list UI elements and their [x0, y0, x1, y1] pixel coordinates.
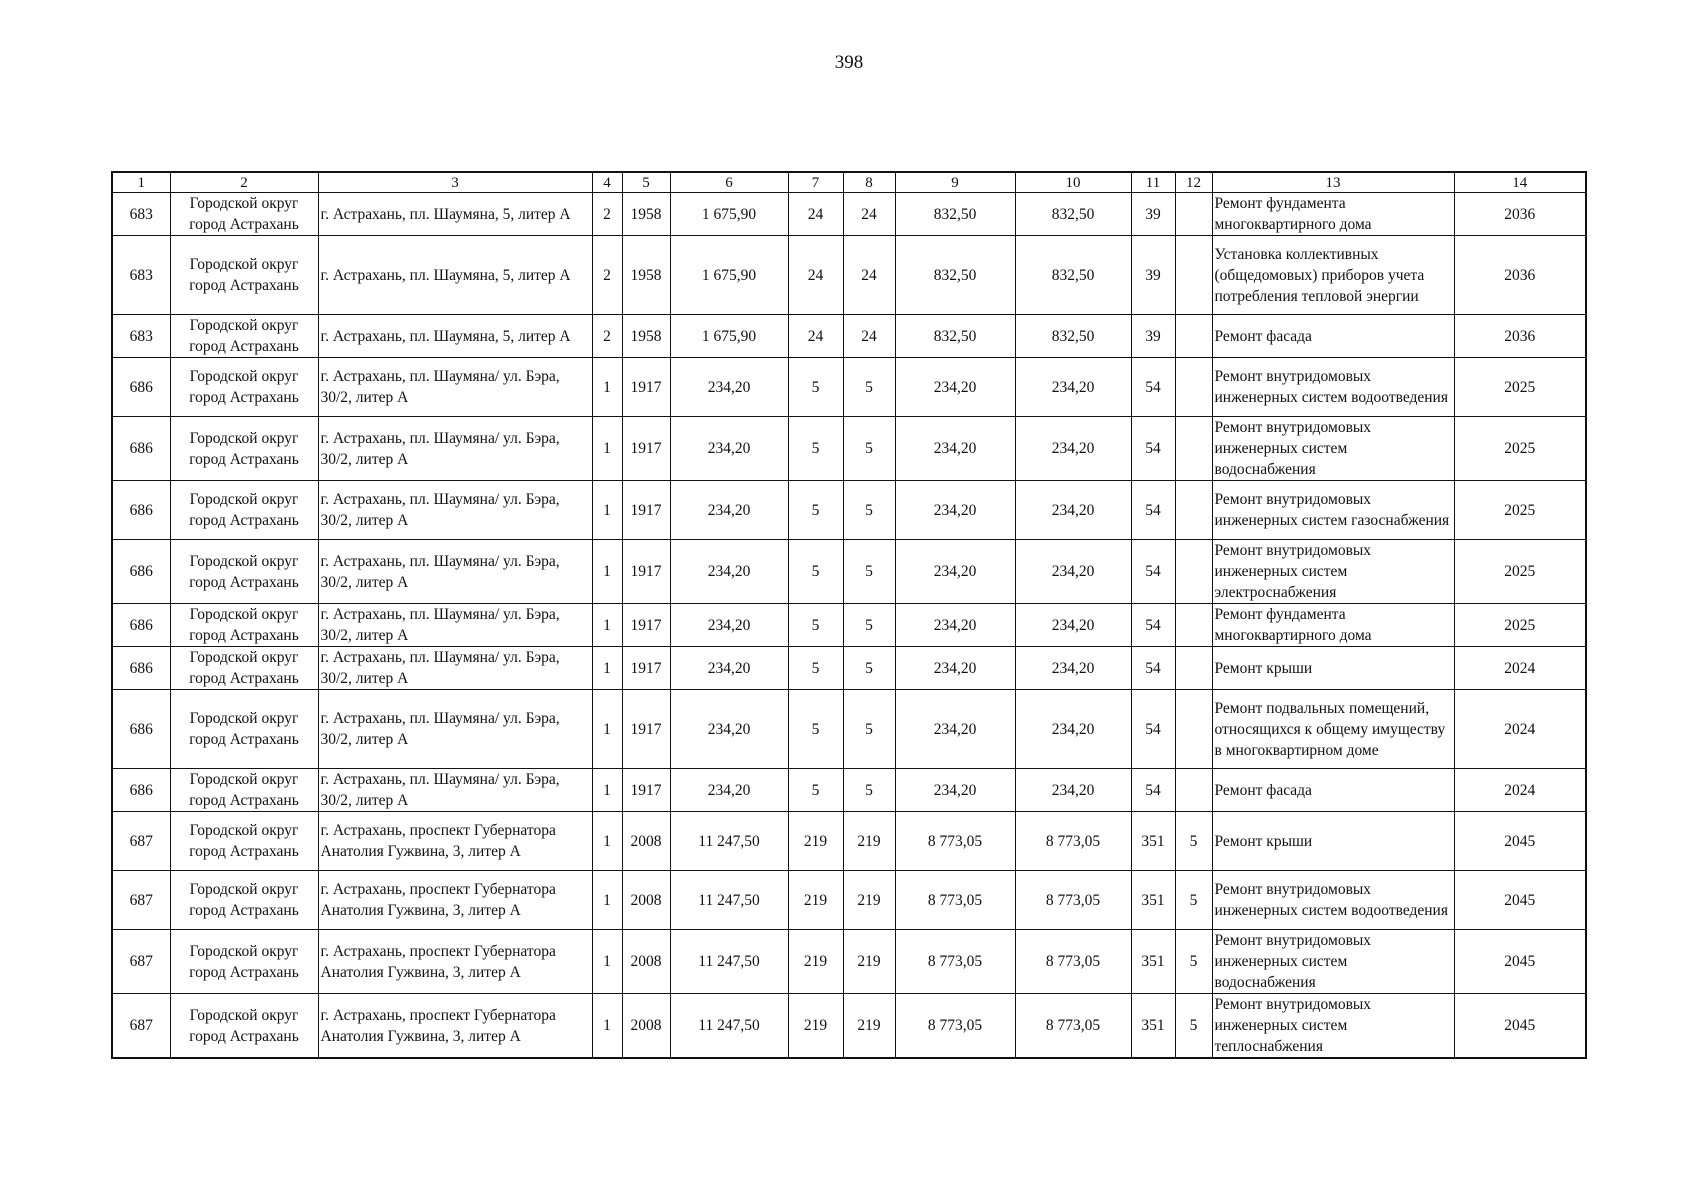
address-cell: г. Астрахань, пл. Шаумяна/ ул. Бэра, 30/2, литер А	[318, 481, 592, 540]
col-7-cell: 219	[788, 812, 843, 871]
col-4-cell: 1	[592, 647, 622, 690]
address-cell: г. Астрахань, пл. Шаумяна/ ул. Бэра, 30/2, литер А	[318, 647, 592, 690]
col-12-cell	[1175, 604, 1212, 647]
col-12-cell	[1175, 236, 1212, 315]
work-type-cell: Ремонт внутридомовых инженерных систем водоотведения	[1212, 358, 1454, 417]
area-cell-9: 234,20	[895, 481, 1015, 540]
area-cell-9: 234,20	[895, 604, 1015, 647]
area-cell-9: 234,20	[895, 690, 1015, 769]
table-row	[112, 358, 1586, 417]
work-type-cell: Ремонт фасада	[1212, 769, 1454, 812]
col-7-cell: 5	[788, 540, 843, 604]
col-7-cell: 24	[788, 236, 843, 315]
col-11-cell: 54	[1131, 481, 1175, 540]
col-12-cell	[1175, 315, 1212, 358]
total-area-cell: 11 247,50	[670, 994, 788, 1059]
area-cell-9: 832,50	[895, 236, 1015, 315]
table-row	[112, 540, 1586, 604]
column-header-12: 12	[1175, 172, 1212, 193]
column-header-14: 14	[1454, 172, 1586, 193]
address-cell: г. Астрахань, проспект Губернатора Анатолия Гужвина, 3, литер А	[318, 871, 592, 930]
repair-schedule-table	[111, 171, 1587, 1059]
address-cell: г. Астрахань, пл. Шаумяна/ ул. Бэра, 30/2, литер А	[318, 604, 592, 647]
col-11-cell: 39	[1131, 315, 1175, 358]
col-4-cell: 1	[592, 769, 622, 812]
column-header-13: 13	[1212, 172, 1454, 193]
column-header-7: 7	[788, 172, 843, 193]
total-area-cell: 234,20	[670, 540, 788, 604]
col-4-cell: 1	[592, 358, 622, 417]
address-cell: г. Астрахань, проспект Губернатора Анатолия Гужвина, 3, литер А	[318, 812, 592, 871]
col-12-cell	[1175, 769, 1212, 812]
municipality-cell: Городской округ город Астрахань	[170, 647, 318, 690]
year-built-cell: 2008	[622, 871, 670, 930]
table-row	[112, 315, 1586, 358]
municipality-cell: Городской округ город Астрахань	[170, 417, 318, 481]
year-built-cell: 1958	[622, 236, 670, 315]
municipality-cell: Городской округ город Астрахань	[170, 358, 318, 417]
year-built-cell: 1958	[622, 315, 670, 358]
col-4-cell: 1	[592, 690, 622, 769]
col-4-cell: 1	[592, 812, 622, 871]
table-row	[112, 236, 1586, 315]
column-header-4: 4	[592, 172, 622, 193]
year-built-cell: 1917	[622, 647, 670, 690]
col-11-cell: 54	[1131, 358, 1175, 417]
year-built-cell: 1958	[622, 193, 670, 236]
col-8-cell: 219	[843, 871, 895, 930]
work-type-cell: Ремонт внутридомовых инженерных систем водоснабжения	[1212, 930, 1454, 994]
year-built-cell: 1917	[622, 540, 670, 604]
year-built-cell: 1917	[622, 417, 670, 481]
municipality-cell: Городской округ город Астрахань	[170, 690, 318, 769]
col-7-cell: 219	[788, 994, 843, 1059]
column-header-6: 6	[670, 172, 788, 193]
col-8-cell: 219	[843, 994, 895, 1059]
year-built-cell: 2008	[622, 812, 670, 871]
col-8-cell: 5	[843, 540, 895, 604]
col-7-cell: 5	[788, 358, 843, 417]
col-7-cell: 219	[788, 871, 843, 930]
row-number-cell: 686	[112, 647, 170, 690]
col-11-cell: 39	[1131, 236, 1175, 315]
col-7-cell: 5	[788, 604, 843, 647]
area-cell-9: 832,50	[895, 315, 1015, 358]
area-cell-9: 234,20	[895, 647, 1015, 690]
col-11-cell: 54	[1131, 690, 1175, 769]
total-area-cell: 1 675,90	[670, 315, 788, 358]
row-number-cell: 683	[112, 236, 170, 315]
row-number-cell: 686	[112, 358, 170, 417]
table-row	[112, 481, 1586, 540]
area-cell-10: 234,20	[1015, 647, 1131, 690]
col-8-cell: 5	[843, 481, 895, 540]
municipality-cell: Городской округ город Астрахань	[170, 871, 318, 930]
col-11-cell: 54	[1131, 540, 1175, 604]
area-cell-10: 234,20	[1015, 769, 1131, 812]
col-11-cell: 54	[1131, 647, 1175, 690]
area-cell-9: 234,20	[895, 417, 1015, 481]
planned-year-cell: 2025	[1454, 358, 1586, 417]
col-11-cell: 54	[1131, 417, 1175, 481]
work-type-cell: Ремонт подвальных помещений, относящихся к общему имуществу в многоквартирном доме	[1212, 690, 1454, 769]
row-number-cell: 686	[112, 540, 170, 604]
planned-year-cell: 2024	[1454, 690, 1586, 769]
table-body	[112, 193, 1586, 1059]
col-4-cell: 2	[592, 193, 622, 236]
total-area-cell: 234,20	[670, 604, 788, 647]
col-7-cell: 5	[788, 690, 843, 769]
work-type-cell: Ремонт крыши	[1212, 812, 1454, 871]
column-header-2: 2	[170, 172, 318, 193]
area-cell-9: 8 773,05	[895, 994, 1015, 1059]
municipality-cell: Городской округ город Астрахань	[170, 604, 318, 647]
col-11-cell: 54	[1131, 769, 1175, 812]
col-12-cell: 5	[1175, 994, 1212, 1059]
area-cell-10: 234,20	[1015, 604, 1131, 647]
work-type-cell: Ремонт крыши	[1212, 647, 1454, 690]
year-built-cell: 1917	[622, 481, 670, 540]
col-12-cell	[1175, 417, 1212, 481]
work-type-cell: Ремонт внутридомовых инженерных систем водоснабжения	[1212, 417, 1454, 481]
total-area-cell: 234,20	[670, 417, 788, 481]
planned-year-cell: 2036	[1454, 236, 1586, 315]
work-type-cell: Ремонт фундамента многоквартирного дома	[1212, 193, 1454, 236]
col-12-cell: 5	[1175, 930, 1212, 994]
work-type-cell: Ремонт внутридомовых инженерных систем электроснабжения	[1212, 540, 1454, 604]
area-cell-10: 234,20	[1015, 690, 1131, 769]
col-8-cell: 219	[843, 812, 895, 871]
table-row	[112, 690, 1586, 769]
planned-year-cell: 2045	[1454, 930, 1586, 994]
col-4-cell: 1	[592, 994, 622, 1059]
row-number-cell: 687	[112, 994, 170, 1059]
area-cell-10: 832,50	[1015, 236, 1131, 315]
area-cell-9: 234,20	[895, 769, 1015, 812]
municipality-cell: Городской округ город Астрахань	[170, 769, 318, 812]
row-number-cell: 683	[112, 315, 170, 358]
table-row	[112, 930, 1586, 994]
column-header-10: 10	[1015, 172, 1131, 193]
area-cell-10: 234,20	[1015, 540, 1131, 604]
total-area-cell: 234,20	[670, 358, 788, 417]
work-type-cell: Ремонт фасада	[1212, 315, 1454, 358]
work-type-cell: Установка коллективных (общедомовых) приборов учета потребления тепловой энергии	[1212, 236, 1454, 315]
col-8-cell: 5	[843, 417, 895, 481]
total-area-cell: 234,20	[670, 690, 788, 769]
work-type-cell: Ремонт внутридомовых инженерных систем теплоснабжения	[1212, 994, 1454, 1059]
col-8-cell: 5	[843, 647, 895, 690]
address-cell: г. Астрахань, пл. Шаумяна/ ул. Бэра, 30/2, литер А	[318, 690, 592, 769]
row-number-cell: 683	[112, 193, 170, 236]
col-7-cell: 24	[788, 315, 843, 358]
col-12-cell: 5	[1175, 871, 1212, 930]
planned-year-cell: 2036	[1454, 315, 1586, 358]
col-4-cell: 1	[592, 930, 622, 994]
column-header-8: 8	[843, 172, 895, 193]
area-cell-10: 8 773,05	[1015, 994, 1131, 1059]
table-row	[112, 604, 1586, 647]
municipality-cell: Городской округ город Астрахань	[170, 930, 318, 994]
year-built-cell: 2008	[622, 930, 670, 994]
col-4-cell: 1	[592, 604, 622, 647]
col-7-cell: 5	[788, 647, 843, 690]
area-cell-10: 8 773,05	[1015, 812, 1131, 871]
col-12-cell	[1175, 690, 1212, 769]
total-area-cell: 11 247,50	[670, 930, 788, 994]
table-row	[112, 812, 1586, 871]
area-cell-10: 234,20	[1015, 358, 1131, 417]
year-built-cell: 1917	[622, 690, 670, 769]
year-built-cell: 2008	[622, 994, 670, 1059]
col-4-cell: 1	[592, 871, 622, 930]
col-7-cell: 5	[788, 481, 843, 540]
col-4-cell: 1	[592, 417, 622, 481]
work-type-cell: Ремонт фундамента многоквартирного дома	[1212, 604, 1454, 647]
col-12-cell	[1175, 193, 1212, 236]
address-cell: г. Астрахань, пл. Шаумяна/ ул. Бэра, 30/2, литер А	[318, 417, 592, 481]
table-row	[112, 193, 1586, 236]
planned-year-cell: 2045	[1454, 812, 1586, 871]
area-cell-9: 234,20	[895, 358, 1015, 417]
row-number-cell: 686	[112, 769, 170, 812]
work-type-cell: Ремонт внутридомовых инженерных систем водоотведения	[1212, 871, 1454, 930]
planned-year-cell: 2025	[1454, 604, 1586, 647]
col-4-cell: 2	[592, 236, 622, 315]
row-number-cell: 687	[112, 812, 170, 871]
address-cell: г. Астрахань, пл. Шаумяна, 5, литер А	[318, 236, 592, 315]
col-12-cell	[1175, 540, 1212, 604]
column-header-1: 1	[112, 172, 170, 193]
col-7-cell: 5	[788, 769, 843, 812]
col-8-cell: 5	[843, 604, 895, 647]
area-cell-10: 234,20	[1015, 481, 1131, 540]
total-area-cell: 234,20	[670, 769, 788, 812]
municipality-cell: Городской округ город Астрахань	[170, 315, 318, 358]
municipality-cell: Городской округ город Астрахань	[170, 994, 318, 1059]
table-header-row	[112, 172, 1586, 193]
col-8-cell: 5	[843, 358, 895, 417]
col-8-cell: 24	[843, 236, 895, 315]
address-cell: г. Астрахань, пл. Шаумяна, 5, литер А	[318, 193, 592, 236]
work-type-cell: Ремонт внутридомовых инженерных систем газоснабжения	[1212, 481, 1454, 540]
col-7-cell: 5	[788, 417, 843, 481]
address-cell: г. Астрахань, пл. Шаумяна/ ул. Бэра, 30/2, литер А	[318, 540, 592, 604]
page-number: 398	[834, 52, 864, 73]
col-12-cell	[1175, 358, 1212, 417]
planned-year-cell: 2045	[1454, 994, 1586, 1059]
col-11-cell: 54	[1131, 604, 1175, 647]
area-cell-9: 832,50	[895, 193, 1015, 236]
col-12-cell	[1175, 647, 1212, 690]
area-cell-10: 8 773,05	[1015, 930, 1131, 994]
total-area-cell: 234,20	[670, 647, 788, 690]
planned-year-cell: 2024	[1454, 769, 1586, 812]
col-8-cell: 5	[843, 769, 895, 812]
area-cell-10: 234,20	[1015, 417, 1131, 481]
row-number-cell: 686	[112, 604, 170, 647]
planned-year-cell: 2036	[1454, 193, 1586, 236]
table-row	[112, 871, 1586, 930]
total-area-cell: 1 675,90	[670, 193, 788, 236]
col-4-cell: 1	[592, 540, 622, 604]
total-area-cell: 234,20	[670, 481, 788, 540]
area-cell-9: 8 773,05	[895, 871, 1015, 930]
col-7-cell: 24	[788, 193, 843, 236]
col-8-cell: 219	[843, 930, 895, 994]
municipality-cell: Городской округ город Астрахань	[170, 481, 318, 540]
address-cell: г. Астрахань, проспект Губернатора Анатолия Гужвина, 3, литер А	[318, 930, 592, 994]
planned-year-cell: 2025	[1454, 540, 1586, 604]
address-cell: г. Астрахань, пл. Шаумяна/ ул. Бэра, 30/2, литер А	[318, 769, 592, 812]
table-row	[112, 994, 1586, 1059]
col-8-cell: 5	[843, 690, 895, 769]
area-cell-9: 8 773,05	[895, 812, 1015, 871]
address-cell: г. Астрахань, проспект Губернатора Анатолия Гужвина, 3, литер А	[318, 994, 592, 1059]
table-row	[112, 647, 1586, 690]
col-12-cell: 5	[1175, 812, 1212, 871]
row-number-cell: 686	[112, 417, 170, 481]
col-4-cell: 2	[592, 315, 622, 358]
municipality-cell: Городской округ город Астрахань	[170, 812, 318, 871]
planned-year-cell: 2025	[1454, 481, 1586, 540]
municipality-cell: Городской округ город Астрахань	[170, 236, 318, 315]
area-cell-10: 832,50	[1015, 193, 1131, 236]
col-8-cell: 24	[843, 193, 895, 236]
table-row	[112, 769, 1586, 812]
year-built-cell: 1917	[622, 604, 670, 647]
col-11-cell: 39	[1131, 193, 1175, 236]
municipality-cell: Городской округ город Астрахань	[170, 540, 318, 604]
col-11-cell: 351	[1131, 871, 1175, 930]
column-header-3: 3	[318, 172, 592, 193]
column-header-9: 9	[895, 172, 1015, 193]
row-number-cell: 687	[112, 930, 170, 994]
area-cell-10: 832,50	[1015, 315, 1131, 358]
area-cell-9: 8 773,05	[895, 930, 1015, 994]
total-area-cell: 11 247,50	[670, 812, 788, 871]
row-number-cell: 686	[112, 690, 170, 769]
col-8-cell: 24	[843, 315, 895, 358]
column-header-5: 5	[622, 172, 670, 193]
planned-year-cell: 2045	[1454, 871, 1586, 930]
total-area-cell: 1 675,90	[670, 236, 788, 315]
table-row	[112, 417, 1586, 481]
col-11-cell: 351	[1131, 994, 1175, 1059]
total-area-cell: 11 247,50	[670, 871, 788, 930]
col-12-cell	[1175, 481, 1212, 540]
area-cell-10: 8 773,05	[1015, 871, 1131, 930]
address-cell: г. Астрахань, пл. Шаумяна, 5, литер А	[318, 315, 592, 358]
planned-year-cell: 2025	[1454, 417, 1586, 481]
year-built-cell: 1917	[622, 358, 670, 417]
address-cell: г. Астрахань, пл. Шаумяна/ ул. Бэра, 30/2, литер А	[318, 358, 592, 417]
row-number-cell: 686	[112, 481, 170, 540]
col-11-cell: 351	[1131, 930, 1175, 994]
col-7-cell: 219	[788, 930, 843, 994]
area-cell-9: 234,20	[895, 540, 1015, 604]
col-4-cell: 1	[592, 481, 622, 540]
row-number-cell: 687	[112, 871, 170, 930]
column-header-11: 11	[1131, 172, 1175, 193]
col-11-cell: 351	[1131, 812, 1175, 871]
planned-year-cell: 2024	[1454, 647, 1586, 690]
municipality-cell: Городской округ город Астрахань	[170, 193, 318, 236]
year-built-cell: 1917	[622, 769, 670, 812]
